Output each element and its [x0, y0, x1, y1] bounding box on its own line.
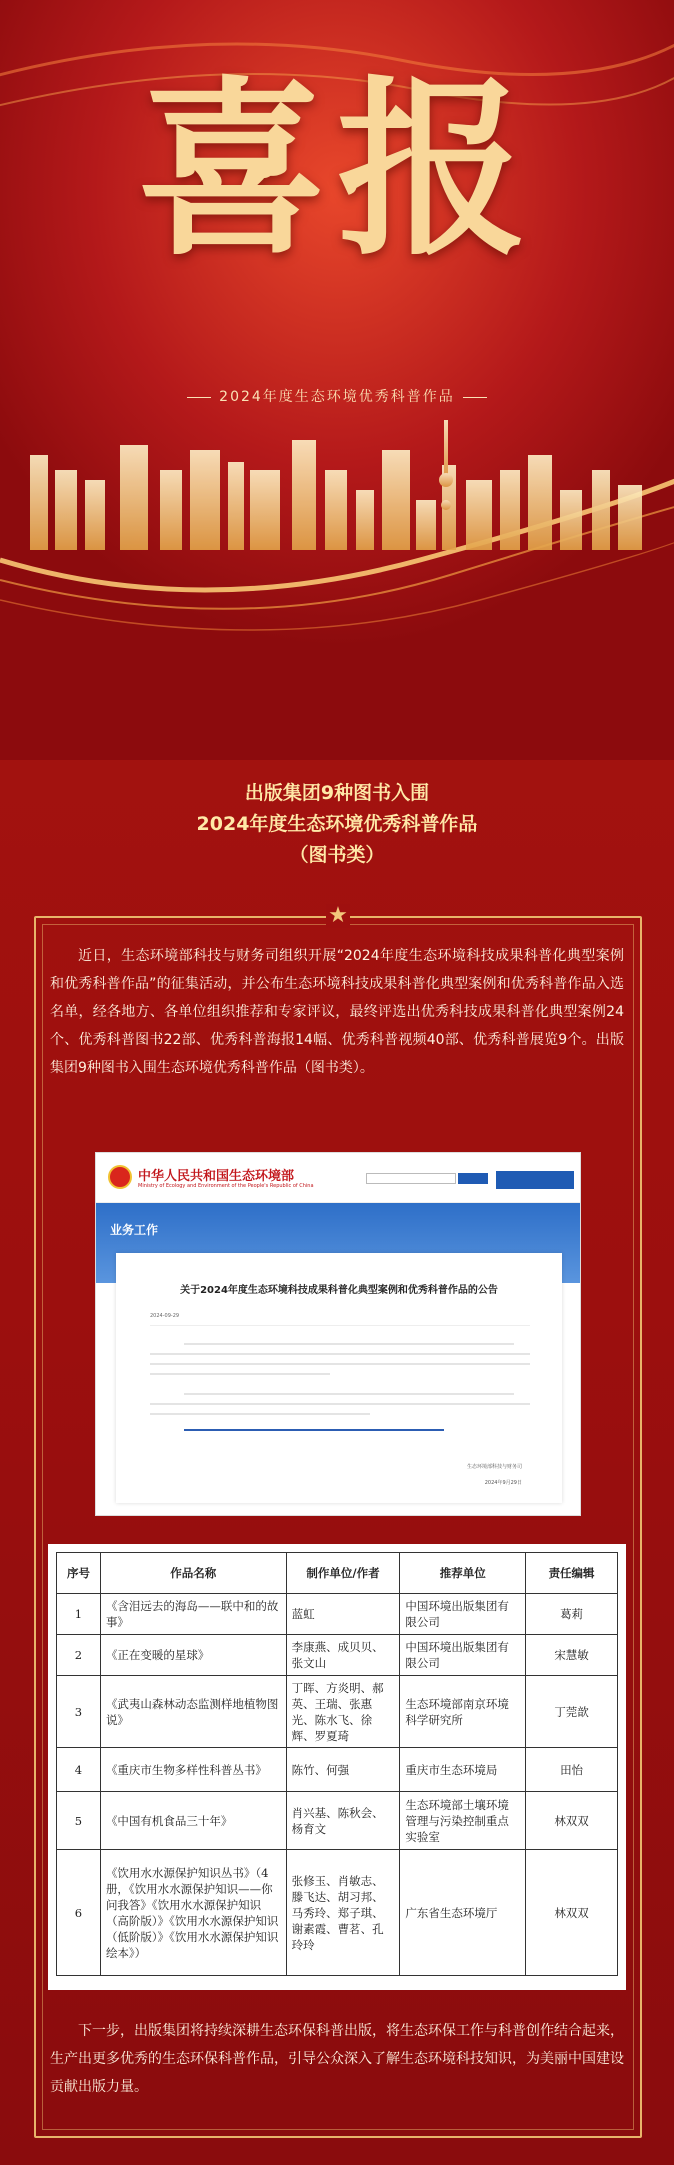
editor: 丁莞歆: [526, 1676, 618, 1748]
banner-subtitle-text: 2024年度生态环境优秀科普作品: [219, 389, 455, 405]
header-cell: 制作单位/作者: [286, 1553, 400, 1594]
recommender: 重庆市生态环境局: [400, 1748, 526, 1792]
text-line: [150, 1403, 530, 1405]
work-authors: 肖兴基、陈秋会、杨育文: [286, 1792, 400, 1850]
closing-paragraph: 下一步，出版集团将持续深耕生态环保科普出版，将生态环保工作与科普创作结合起来，生产出更多优秀的生态环保科普作品，引导公众深入了解生态环境科技知识，为美丽中国建设贡献出版力量。: [50, 2023, 624, 2095]
site-search-input: [366, 1173, 456, 1184]
editor: 葛莉: [526, 1594, 618, 1635]
section-title: 业务工作: [110, 1223, 159, 1237]
attachment-link: [184, 1429, 444, 1431]
headline-line-3: （图书类）: [289, 844, 385, 866]
row-number: 1: [57, 1594, 101, 1635]
work-authors: 张修玉、肖敏志、滕飞达、胡习邦、马秀玲、郑子琪、谢素霞、曹茗、孔玲玲: [286, 1850, 400, 1976]
headline-line-2: 2024年度生态环境优秀科普作品: [196, 813, 478, 835]
table-row: [57, 1676, 618, 1748]
star-icon: ★: [326, 904, 350, 928]
row-number: 6: [57, 1850, 101, 1976]
text-line: [150, 1363, 530, 1365]
work-authors: 李康燕、成贝贝、张文山: [286, 1635, 400, 1676]
text-line: [184, 1343, 514, 1345]
work-title: 《正在变暖的星球》: [100, 1635, 286, 1676]
text-line: [150, 1353, 530, 1355]
work-authors: 丁晖、方炎明、郝英、王瑞、张惠光、陈水飞、徐辉、罗夏琦: [286, 1676, 400, 1748]
notice-card: [116, 1253, 562, 1503]
works-table: [56, 1552, 618, 1976]
site-search-button: [458, 1173, 488, 1184]
intro-paragraph: 近日，生态环境部科技与财务司组织开展“2024年度生态环境科技成果科普化典型案例和优秀科普作品”的征集活动，并公布生态环境科技成果科普化典型案例和优秀科普作品入选名单，经各地方、各单位组织推荐和专家评议，最终评选出优秀科技成果科普化典型案例24个、优秀科普图书22部、优秀科普海报14幅、优秀科普视频40部、优秀科普展览9个。出版集团9种图书入围生态环境优秀科普作品（图书类）。: [50, 948, 624, 1076]
ministry-name-en: Ministry of Ecology and Environment of the People's Republic of China: [138, 1183, 314, 1189]
row-number: 5: [57, 1792, 101, 1850]
editor: 田怡: [526, 1748, 618, 1792]
xibao-title: 喜报: [136, 58, 537, 281]
ministry-name: 中华人民共和国生态环境部: [138, 1169, 295, 1184]
header-cell: 推荐单位: [400, 1553, 526, 1594]
work-authors: 陈竹、何强: [286, 1748, 400, 1792]
work-title: 《饮用水水源保护知识丛书》（4册，《饮用水水源保护知识——你问我答》《饮用水水源保护知识（高阶版）》《饮用水水源保护知识（低阶版）》《饮用水水源保护知识绘本》）: [100, 1850, 286, 1976]
notice-signature: 生态环境部科技与财务司: [466, 1464, 522, 1470]
work-authors: 蓝虹: [286, 1594, 400, 1635]
text-line: [150, 1413, 370, 1415]
text-line: [150, 1373, 330, 1375]
header-cell: 序号: [57, 1553, 101, 1594]
editor: 林双双: [526, 1850, 618, 1976]
headline-line-1: 出版集团9种图书入围: [244, 782, 430, 804]
recommender: 生态环境部南京环境科学研究所: [400, 1676, 526, 1748]
recommender: 中国环境出版集团有限公司: [400, 1635, 526, 1676]
works-table-container: [48, 1544, 626, 1990]
notice-date: 2024-09-29: [150, 1313, 530, 1326]
table-row: [57, 1792, 618, 1850]
table-header-row: [57, 1553, 618, 1594]
ministry-header: [96, 1153, 580, 1203]
recommender: 广东省生态环境厅: [400, 1850, 526, 1976]
recommender: 中国环境出版集团有限公司: [400, 1594, 526, 1635]
site-badge: [496, 1171, 574, 1189]
row-number: 2: [57, 1635, 101, 1676]
editor: 宋慧敏: [526, 1635, 618, 1676]
notice-date-signed: 2024年9月29日: [484, 1480, 522, 1486]
recommender: 生态环境部土壤环境管理与污染控制重点实验室: [400, 1792, 526, 1850]
header-cell: 责任编辑: [526, 1553, 618, 1594]
work-title: 《中国有机食品三十年》: [100, 1792, 286, 1850]
table-row: [57, 1594, 618, 1635]
table-row: [57, 1850, 618, 1976]
headline: [0, 778, 674, 871]
notice-title: 关于2024年度生态环境科技成果科普化典型案例和优秀科普作品的公告: [180, 1285, 498, 1296]
national-emblem-icon: [108, 1165, 132, 1189]
row-number: 4: [57, 1748, 101, 1792]
header-cell: 作品名称: [100, 1553, 286, 1594]
row-number: 3: [57, 1676, 101, 1748]
work-title: 《重庆市生物多样性科普丛书》: [100, 1748, 286, 1792]
banner-subtitle: [0, 386, 674, 406]
table-row: [57, 1748, 618, 1792]
table-row: [57, 1635, 618, 1676]
header-banner: [0, 0, 674, 760]
notice-screenshot: [95, 1152, 581, 1516]
work-title: 《含泪远去的海岛——联中和的故事》: [100, 1594, 286, 1635]
work-title: 《武夷山森林动态监测样地植物图说》: [100, 1676, 286, 1748]
text-line: [184, 1393, 514, 1395]
editor: 林双双: [526, 1792, 618, 1850]
